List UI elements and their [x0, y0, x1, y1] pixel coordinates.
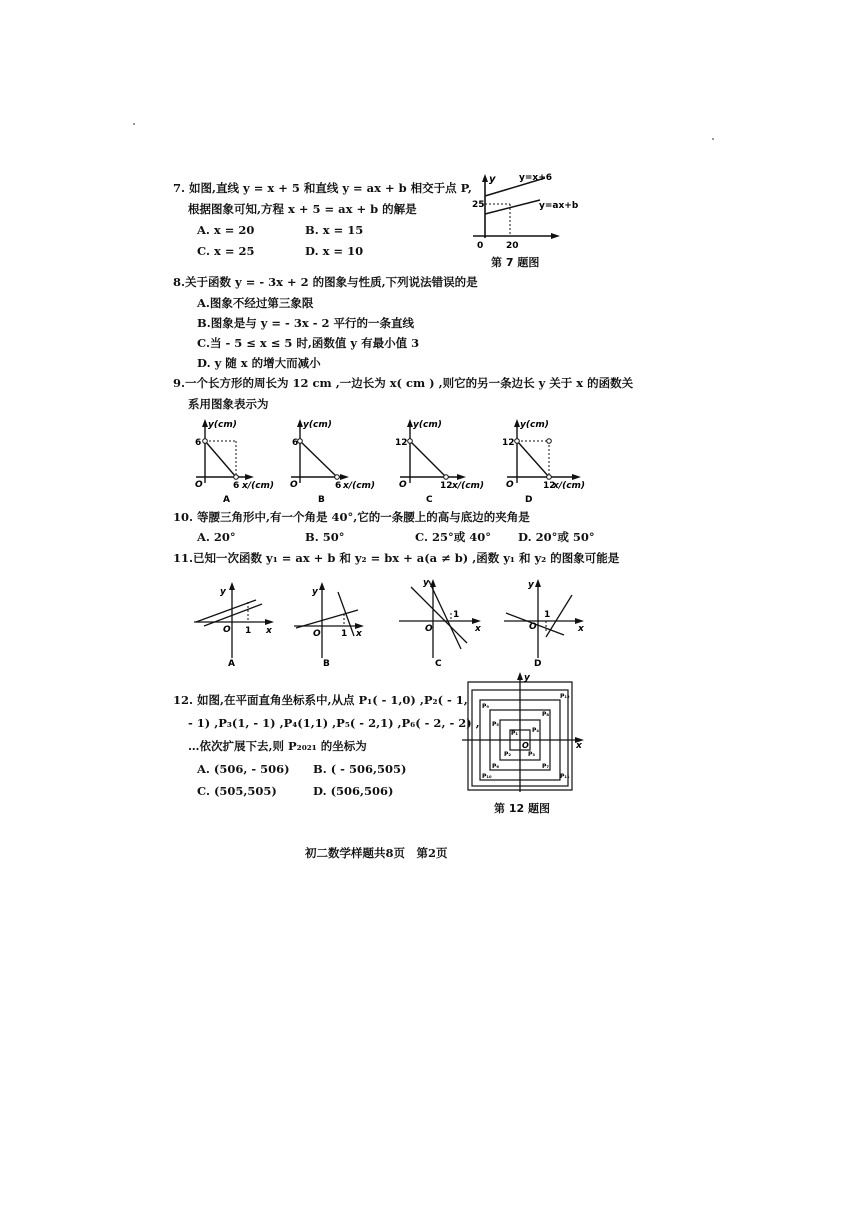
q7-option-c: C. x = 25 — [197, 244, 255, 258]
q11-graph-d — [500, 573, 590, 670]
q12-p11: P₁₁ — [560, 773, 570, 780]
q10-option-b: B. 50° — [305, 530, 345, 544]
q11b-y: y — [312, 587, 318, 597]
q9-stem-line2: 系用图象表示为 — [188, 397, 269, 411]
q11c-one: 1 — [453, 610, 460, 620]
q8-option-a: A.图象不经过第三象限 — [197, 296, 314, 310]
q9c-origin: O — [399, 480, 407, 490]
q12-option-c: C. (505,505) — [197, 784, 277, 798]
q12-option-b: B. ( - 506,505) — [313, 762, 407, 776]
q9b-x-label: x/(cm) — [343, 481, 376, 491]
q9-stem-line1: 9.一个长方形的周长为 12 cm ,一边长为 x( cm ) ,则它的另一条边长 y 关于 x 的函数关 — [173, 376, 634, 390]
q11b-one: 1 — [341, 629, 348, 639]
q12-p8: P₈ — [542, 711, 550, 718]
q7-stem-line1: 7. 如图,直线 y = x + 5 和直线 y = ax + b 相交于点 P, — [173, 181, 472, 195]
q9b-caption: B — [318, 495, 325, 505]
q11a-one: 1 — [245, 626, 252, 636]
q9-graph-c — [390, 415, 495, 505]
q11c-y: y — [423, 578, 429, 588]
q11a-x: x — [266, 626, 272, 636]
q12-origin: O — [522, 741, 529, 750]
q7-origin: 0 — [477, 241, 484, 251]
q10-option-c: C. 25°或 40° — [415, 530, 491, 544]
q9a-y-label: y(cm) — [208, 420, 237, 430]
q9d-x-label: x/(cm) — [553, 481, 586, 491]
q9b-y-label: y(cm) — [303, 420, 332, 430]
q12-option-a: A. (506, - 506) — [197, 762, 290, 776]
q7-line2-label: y=ax+b — [539, 201, 579, 211]
q8-option-d: D. y 随 x 的增大而减小 — [197, 356, 321, 370]
q9a-x-tick: 6 — [233, 481, 240, 491]
q9c-x-tick: 12 — [440, 481, 453, 491]
q9-graph-b — [283, 415, 378, 505]
q7-option-b: B. x = 15 — [305, 223, 364, 237]
q7-line1-label: y=x+6 — [519, 173, 553, 183]
q12-option-d: D. (506,506) — [313, 784, 394, 798]
scan-speck — [133, 123, 135, 125]
q12-p4: P₄ — [532, 727, 540, 734]
q11-graph-b — [290, 578, 370, 670]
q11d-y: y — [528, 580, 534, 590]
q12-figure-caption: 第 12 题图 — [494, 802, 550, 815]
q9d-y-label: y(cm) — [520, 420, 549, 430]
q10-option-a: A. 20° — [197, 530, 236, 544]
q12-p3: P₃ — [528, 751, 536, 758]
q12-stem-line3: …依次扩展下去,则 P₂₀₂₁ 的坐标为 — [188, 739, 367, 753]
q9a-x-label: x/(cm) — [242, 481, 275, 491]
q12-p10: P₁₀ — [482, 773, 492, 780]
q12-y: y — [524, 673, 530, 683]
q7-figure — [465, 170, 585, 252]
q12-p1: P₁ — [511, 730, 519, 737]
q12-p12: P₁₂ — [560, 693, 570, 700]
q12-stem-line2: - 1) ,P₃(1, - 1) ,P₄(1,1) ,P₅( - 2,1) ,P₆( - 2, - 2) , — [188, 716, 480, 730]
q9d-caption: D — [525, 495, 533, 505]
q9a-caption: A — [223, 495, 230, 505]
q9c-y-tick: 12 — [395, 438, 408, 448]
q8-stem: 8.关于函数 y = - 3x + 2 的图象与性质,下列说法错误的是 — [173, 275, 478, 289]
q9d-x-tick: 12 — [543, 481, 556, 491]
q9b-origin: O — [290, 480, 298, 490]
q7-option-d: D. x = 10 — [305, 244, 364, 258]
q7-x-tick: 20 — [506, 241, 519, 251]
q12-stem-line1: 12. 如图,在平面直角坐标系中,从点 P₁( - 1,0) ,P₂( - 1, — [173, 693, 468, 707]
q12-figure — [460, 668, 590, 798]
q8-option-c: C.当 - 5 ≤ x ≤ 5 时,函数值 y 有最小值 3 — [197, 336, 420, 350]
q12-p9: P₉ — [482, 703, 490, 710]
q7-figure-caption: 第 7 题图 — [491, 256, 540, 269]
scan-speck — [712, 138, 714, 140]
q11a-caption: A — [228, 659, 235, 669]
q7-y-tick: 25 — [472, 200, 485, 210]
q12-p5: P₅ — [492, 721, 500, 728]
q9-graph-d — [497, 415, 597, 505]
q11d-caption: D — [534, 659, 542, 669]
q9c-x-label: x/(cm) — [452, 481, 485, 491]
q11-graph-a — [190, 578, 285, 670]
q9c-y-label: y(cm) — [413, 420, 442, 430]
q11a-y: y — [220, 587, 226, 597]
q9a-origin: O — [195, 480, 203, 490]
q11b-caption: B — [323, 659, 330, 669]
q11d-one: 1 — [544, 610, 551, 620]
q7-option-a: A. x = 20 — [197, 223, 255, 237]
q7-stem-line2: 根据图象可知,方程 x + 5 = ax + b 的解是 — [188, 202, 417, 216]
q11d-origin: O — [529, 622, 537, 632]
q11c-x: x — [475, 624, 481, 634]
q9a-y-tick: 6 — [195, 438, 202, 448]
q12-p2: P₂ — [504, 751, 512, 758]
q12-p6: P₆ — [492, 763, 500, 770]
q11c-caption: C — [435, 659, 442, 669]
q11c-origin: O — [425, 624, 433, 634]
q12-p7: P₇ — [542, 763, 550, 770]
q12-x: x — [576, 741, 582, 751]
q11-stem: 11.已知一次函数 y₁ = ax + b 和 y₂ = bx + a(a ≠ b) ,函数 y₁ 和 y₂ 的图象可能是 — [173, 551, 620, 565]
q11b-origin: O — [313, 629, 321, 639]
page-footer: 初二数学样题共8页 第2页 — [305, 846, 448, 860]
q11b-x: x — [356, 629, 362, 639]
q9b-x-tick: 6 — [335, 481, 342, 491]
q11a-origin: O — [223, 625, 231, 635]
q10-option-d: D. 20°或 50° — [518, 530, 595, 544]
q8-option-b: B.图象是与 y = - 3x - 2 平行的一条直线 — [197, 316, 414, 330]
q9-graph-a — [188, 415, 283, 505]
q9d-y-tick: 12 — [502, 438, 515, 448]
q11d-x: x — [578, 624, 584, 634]
q11-graph-c — [395, 573, 490, 670]
q9b-y-tick: 6 — [292, 438, 299, 448]
q9d-origin: O — [506, 480, 514, 490]
q10-stem: 10. 等腰三角形中,有一个角是 40°,它的一条腰上的高与底边的夹角是 — [173, 510, 530, 524]
q7-y-axis-label: y — [489, 174, 496, 185]
q9c-caption: C — [426, 495, 433, 505]
